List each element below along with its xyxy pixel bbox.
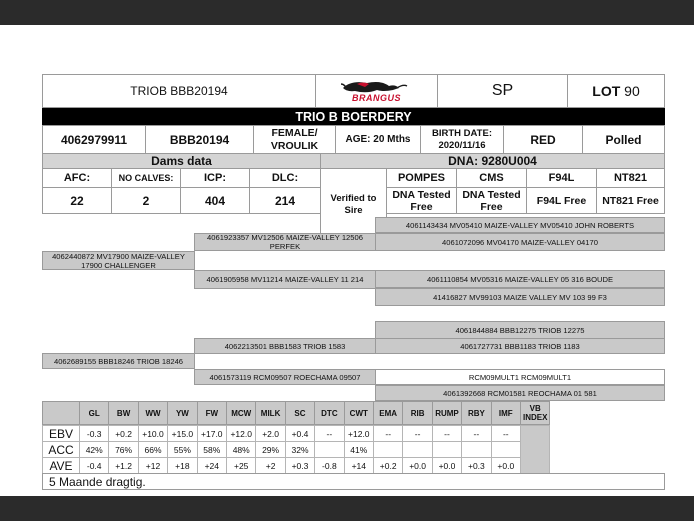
nt821-value: NT821 Free	[596, 187, 665, 214]
afc-header: AFC:	[42, 168, 112, 188]
ebv-header: FW	[197, 401, 227, 425]
ebv-cell: 32%	[285, 441, 315, 458]
nt821-header: NT821	[596, 168, 665, 188]
ebv-header: EMA	[373, 401, 403, 425]
sp-label: SP	[491, 82, 514, 99]
lot-card	[0, 25, 694, 496]
ebv-header: RBY	[461, 401, 491, 425]
ebv-cell: +1.2	[108, 457, 138, 474]
ebv-cell: +2.0	[255, 425, 285, 442]
ebv-cell: --	[402, 425, 432, 442]
ebv-header: RIB	[402, 401, 432, 425]
sp-cell	[437, 74, 568, 108]
ebv-cell: +14	[344, 457, 374, 474]
ebv-cell: 41%	[344, 441, 374, 458]
ebv-header: MILK	[255, 401, 285, 425]
ebv-header: VB INDEX	[520, 401, 550, 425]
no-calves-header: NO CALVES:	[111, 168, 181, 188]
ebv-cell: +12.0	[226, 425, 256, 442]
note-text: 5 Maande dragtig.	[49, 474, 146, 489]
ebv-cell: +17.0	[197, 425, 227, 442]
animal-code-cell	[42, 74, 316, 108]
ebv-cell: +10.0	[138, 425, 168, 442]
dna-label: DNA: 9280U004	[320, 153, 665, 169]
ebv-cell: +18	[167, 457, 197, 474]
horn-status: Polled	[582, 125, 665, 154]
icp-header: ICP:	[180, 168, 250, 188]
animal-age: AGE: 20 Mths	[335, 125, 421, 154]
animal-code: TRIOB BBB20194	[130, 84, 228, 98]
ebv-cell: --	[314, 425, 344, 442]
ebv-cell: --	[373, 425, 403, 442]
ebv-cell: +15.0	[167, 425, 197, 442]
ebv-cell: -0.8	[314, 457, 344, 474]
ebv-cell: +0.3	[285, 457, 315, 474]
ebv-corner-cell	[42, 401, 80, 425]
cms-value: DNA Tested Free	[456, 187, 527, 214]
ebv-cell	[314, 441, 344, 458]
no-calves-value: 2	[111, 187, 181, 214]
pedigree-dam-dam: 4061573119 RCM09507 ROECHAMA 09507	[194, 369, 376, 385]
breeder-banner	[42, 108, 665, 125]
ebv-cell: +12	[138, 457, 168, 474]
ebv-header: YW	[167, 401, 197, 425]
ebv-cell: 66%	[138, 441, 168, 458]
lot-label: LOT	[592, 83, 621, 99]
ebv-cell: +0.0	[402, 457, 432, 474]
birth-date: BIRTH DATE: 2020/11/16	[420, 125, 504, 154]
breeder-name: TRIO B BOERDERY	[295, 109, 412, 124]
ebv-cell: +0.4	[285, 425, 315, 442]
ebv-header: IMF	[491, 401, 521, 425]
icp-value: 404	[180, 187, 250, 214]
ebv-cell: +25	[226, 457, 256, 474]
lot-cell	[567, 74, 665, 108]
pedigree-sire-sire-sire: 4061143434 MV05410 MAIZE-VALLEY MV05410 JOHN ROBERTS	[375, 217, 665, 233]
vb-index-value-cell	[520, 425, 550, 474]
dlc-value: 214	[249, 187, 321, 214]
ebv-cell: -0.4	[79, 457, 109, 474]
ebv-cell	[373, 441, 403, 458]
ebv-cell: 76%	[108, 441, 138, 458]
ebv-cell: 29%	[255, 441, 285, 458]
pedigree-dam-sire-sire: 4061844884 BBB12275 TRIOB 12275	[375, 321, 665, 339]
pedigree-dam-dam-dam: 4061392668 RCM01581 REOCHAMA 01 581	[375, 385, 665, 401]
ebv-row-label: EBV	[42, 425, 80, 442]
cms-header: CMS	[456, 168, 527, 188]
f94l-header: F94L	[526, 168, 597, 188]
ebv-header: GL	[79, 401, 109, 425]
ebv-header: RUMP	[432, 401, 462, 425]
ebv-cell: +24	[197, 457, 227, 474]
ebv-row-label: AVE	[42, 457, 80, 474]
ebv-header: DTC	[314, 401, 344, 425]
verified-to-sire: Verified to Sire	[320, 168, 387, 242]
pedigree-sire-dam-dam: 41416827 MV99103 MAIZE VALLEY MV 103 99 F3	[375, 288, 665, 306]
ebv-header: BW	[108, 401, 138, 425]
ebv-cell: +2	[255, 457, 285, 474]
pedigree-dam-dam-sire: RCM09MULT1 RCM09MULT1	[375, 369, 665, 385]
note-row	[42, 473, 665, 490]
ebv-header: SC	[285, 401, 315, 425]
ebv-cell: --	[432, 425, 462, 442]
dams-data-label: Dams data	[42, 153, 321, 169]
pedigree-sire-dam: 4061905958 MV11214 MAIZE-VALLEY 11 214	[194, 270, 376, 289]
animal-tag: BBB20194	[145, 125, 254, 154]
ebv-cell	[461, 441, 491, 458]
ebv-cell: 48%	[226, 441, 256, 458]
ebv-cell	[402, 441, 432, 458]
dlc-header: DLC:	[249, 168, 321, 188]
ebv-cell	[432, 441, 462, 458]
ebv-cell	[491, 441, 521, 458]
ebv-cell: --	[461, 425, 491, 442]
lot-number: 90	[624, 83, 640, 99]
ebv-cell: +0.0	[432, 457, 462, 474]
ebv-cell: -0.3	[79, 425, 109, 442]
pompes-value: DNA Tested Free	[386, 187, 457, 214]
afc-value: 22	[42, 187, 112, 214]
ebv-cell: +0.3	[461, 457, 491, 474]
pedigree-dam-sire-dam: 4061727731 BBB1183 TRIOB 1183	[375, 338, 665, 354]
pedigree-dam: 4062689155 BBB18246 TRIOB 18246	[42, 353, 195, 369]
ebv-cell: +12.0	[344, 425, 374, 442]
ebv-cell: +0.2	[108, 425, 138, 442]
f94l-value: F94L Free	[526, 187, 597, 214]
pompes-header: POMPES	[386, 168, 457, 188]
pedigree-sire-sire-dam: 4061072096 MV04170 MAIZE-VALLEY 04170	[375, 233, 665, 251]
ebv-cell: 58%	[197, 441, 227, 458]
ebv-header: WW	[138, 401, 168, 425]
brangus-logo	[315, 74, 438, 108]
ebv-cell: --	[491, 425, 521, 442]
animal-color: RED	[503, 125, 583, 154]
ebv-header: MCW	[226, 401, 256, 425]
animal-id: 4062979911	[42, 125, 146, 154]
pedigree-dam-sire: 4062213501 BBB1583 TRIOB 1583	[194, 338, 376, 354]
pedigree-sire-dam-sire: 4061110854 MV05316 MAIZE-VALLEY 05 316 BOUDE	[375, 270, 665, 288]
pedigree-sire-sire: 4061923357 MV12506 MAIZE-VALLEY 12506 PERFEK	[194, 233, 376, 251]
logo-text: BRANGUS	[352, 93, 402, 103]
pedigree-sire: 4062440872 MV17900 MAIZE-VALLEY 17900 CHALLENGER	[42, 251, 195, 270]
ebv-cell: 55%	[167, 441, 197, 458]
animal-sex: FEMALE/ VROULIK	[253, 125, 336, 154]
ebv-row-label: ACC	[42, 441, 80, 458]
ebv-cell: +0.2	[373, 457, 403, 474]
ebv-header: CWT	[344, 401, 374, 425]
ebv-cell: +0.0	[491, 457, 521, 474]
ebv-cell: 42%	[79, 441, 109, 458]
